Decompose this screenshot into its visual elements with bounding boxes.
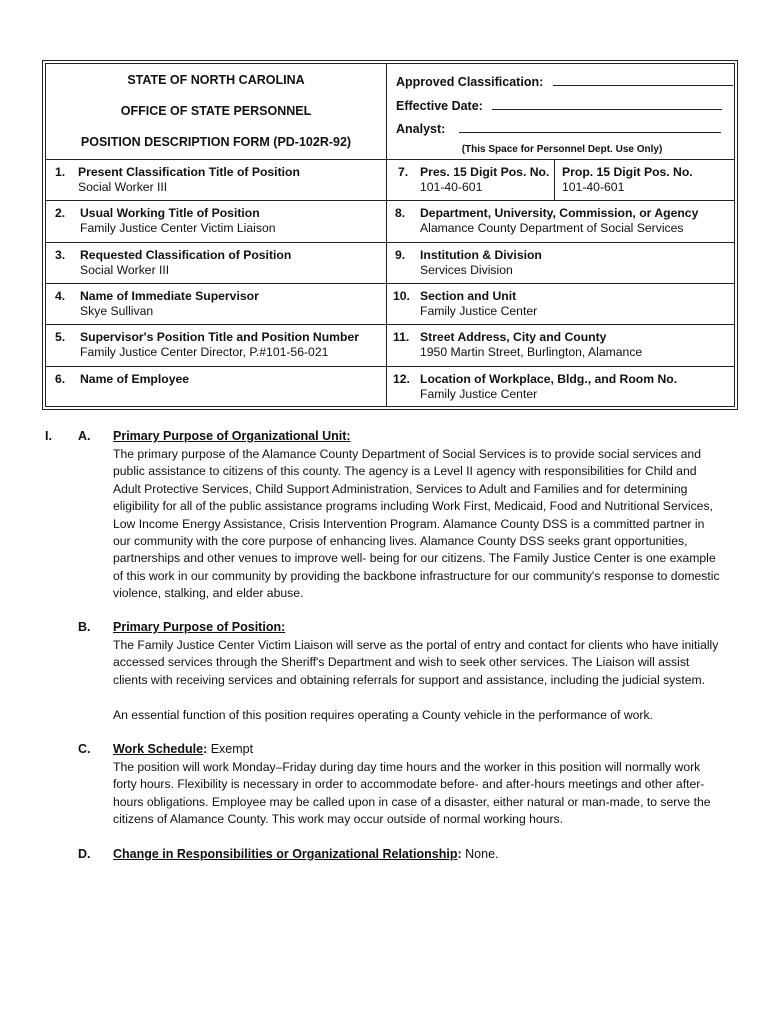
analyst-blank <box>459 122 721 133</box>
pos-no-divider <box>554 159 555 200</box>
field-title: Usual Working Title of Position <box>80 206 260 220</box>
text-line: The Family Justice Center Victim Liaison will serve as the portal of entry and contact for clients who have initially <box>113 638 719 652</box>
office-title: OFFICE OF STATE PERSONNEL <box>120 104 312 118</box>
state-title: STATE OF NORTH CAROLINA <box>127 73 305 87</box>
text-line: hours obligations. Employee may be called upon in case of a disaster, either natural or man-made, to serve the <box>113 794 711 809</box>
field-number: 9. <box>395 248 406 262</box>
field-value: Family Justice Center Victim Liaison <box>80 221 276 235</box>
table-divider <box>386 64 387 406</box>
field-title: Name of Employee <box>80 372 190 386</box>
position-form-table <box>42 60 738 410</box>
field-value: Family Justice Center <box>420 387 538 401</box>
paragraph-work-schedule <box>113 759 725 829</box>
subsection-letter-a: A. <box>78 429 91 443</box>
heading-text: Work Schedule <box>113 742 204 756</box>
text-line: The primary purpose of the Alamance County Department of Social Services is to provide social services and <box>113 447 701 461</box>
heading-text: Primary Purpose of Organizational Unit <box>113 429 347 443</box>
field-number: 8. <box>395 206 406 220</box>
heading-text: Change in Responsibilities or Organizational Relationship <box>113 847 458 861</box>
paragraph-position-purpose <box>113 637 725 689</box>
text-line: of this work in our community by providing the backbone infrastructure for our community's response to domestic <box>113 568 720 583</box>
field-title: Supervisor's Position Title and Position Number <box>80 330 359 344</box>
text-line: eligibility for all of the public assistance programs including Work First, Medicaid, Food and Nutritional Services, <box>113 499 713 514</box>
approved-label: Approved Classification: <box>396 75 544 89</box>
field-value: Alamance County Department of Social Services <box>420 221 684 235</box>
field-value: Social Worker III <box>80 263 170 277</box>
field-number: 2. <box>55 206 66 220</box>
effective-label: Effective Date: <box>396 99 483 113</box>
heading-colon: : <box>203 742 208 756</box>
field-title: Name of Immediate Supervisor <box>80 289 259 303</box>
field-title: Department, University, Commission, or Agency <box>420 206 699 220</box>
field-value: Family Justice Center Director, P.#101-56-021 <box>80 345 329 359</box>
subsection-letter-d: D. <box>78 847 91 861</box>
row-rule <box>46 200 734 201</box>
text-line: public assistance to citizens of this county. The agency is a Level II agency with responsibilities for Child and <box>113 464 697 479</box>
form-title: POSITION DESCRIPTION FORM (PD-102R-92) <box>80 135 352 149</box>
row-rule <box>46 159 734 160</box>
field-number: 12. <box>393 372 410 386</box>
field-value: Social Worker III <box>78 180 168 194</box>
field-title: Street Address, City and County <box>420 330 607 344</box>
text-line: clients with receiving services and obtaining referrals for support and assistance, including the judicial system. <box>113 672 706 687</box>
field-number: 7. <box>398 165 409 179</box>
effective-blank <box>492 99 722 110</box>
paragraph-vehicle-requirement: An essential function of this position requires operating a County vehicle in the performance of work. <box>113 708 653 722</box>
subsection-letter-b: B. <box>78 620 91 634</box>
row-rule <box>46 283 734 284</box>
field-number: 1. <box>55 165 66 179</box>
heading-organizational-unit <box>113 429 351 443</box>
text-line: Adult Protective Services, Child Support Administration, Services to Adult and Families and for determining <box>113 481 688 496</box>
field-title: Section and Unit <box>420 289 517 303</box>
text-line: accessed services through the Sheriff's Department and wish to seek other services. The Liaison will assist <box>113 655 690 670</box>
subsection-letter-c: C. <box>78 742 91 756</box>
heading-change-responsibilities <box>113 847 499 861</box>
change-responsibilities-value: None. <box>461 847 499 861</box>
row-rule <box>46 366 734 367</box>
section-number: I. <box>45 429 52 443</box>
analyst-field <box>396 122 721 136</box>
row-rule <box>46 324 734 325</box>
personnel-note: (This Space for Personnel Dept. Use Only) <box>461 144 663 155</box>
field-title: Institution & Division <box>420 248 542 262</box>
field-value: 1950 Martin Street, Burlington, Alamance <box>420 345 643 359</box>
field-value: Skye Sullivan <box>80 304 154 318</box>
field-title: Present Classification Title of Position <box>78 165 300 179</box>
text-line: partnerships and other venues to improve well- being for our citizens. The Family Justice Center is one example <box>113 551 716 566</box>
field-value: 101-40-601 <box>420 180 483 194</box>
field-value: Family Justice Center <box>420 304 538 318</box>
analyst-label: Analyst: <box>396 122 446 136</box>
form-table-inner <box>45 63 735 407</box>
heading-text: Primary Purpose of Position <box>113 620 282 634</box>
approved-classification-field <box>396 75 733 89</box>
heading-colon: : <box>281 620 286 634</box>
heading-work-schedule <box>113 742 253 756</box>
paragraph-organizational-unit <box>113 446 725 603</box>
field-number: 6. <box>55 372 66 386</box>
field-number: 11. <box>393 330 410 344</box>
heading-position-purpose <box>113 620 285 634</box>
text-line: forty hours. Flexibility is necessary in order to accommodate before- and after-hours meetings and other after- <box>113 777 705 792</box>
field-value: 101-40-601 <box>562 180 625 194</box>
work-schedule-value: Exempt <box>207 742 254 756</box>
field-title: Pres. 15 Digit Pos. No. <box>420 165 550 179</box>
field-title: Requested Classification of Position <box>80 248 292 262</box>
heading-colon: : <box>457 847 462 861</box>
text-line: violence, stalking, and elder abuse. <box>113 586 304 601</box>
field-number: 3. <box>55 248 66 262</box>
heading-colon: : <box>346 429 351 443</box>
approved-blank <box>553 75 733 86</box>
text-line: Low Income Energy Assistance, Crisis Intervention Program. Alamance County DSS is a committed partner in <box>113 516 705 531</box>
text-line: our community with the core purpose of enhancing lives. Alamance County DSS seeks grant opportunities, <box>113 534 688 549</box>
field-number: 10. <box>393 289 410 303</box>
field-title: Prop. 15 Digit Pos. No. <box>562 165 693 179</box>
effective-date-field <box>396 99 722 113</box>
row-rule <box>46 242 734 243</box>
text-line: citizens of Alamance County. This work may occur outside of normal working hours. <box>113 812 564 827</box>
field-number: 5. <box>55 330 66 344</box>
field-value: Services Division <box>420 263 513 277</box>
text-line: The position will work Monday–Friday during day time hours and the worker in this position will normally work <box>113 760 701 774</box>
field-number: 4. <box>55 289 66 303</box>
field-title: Location of Workplace, Bldg., and Room No. <box>420 372 678 386</box>
